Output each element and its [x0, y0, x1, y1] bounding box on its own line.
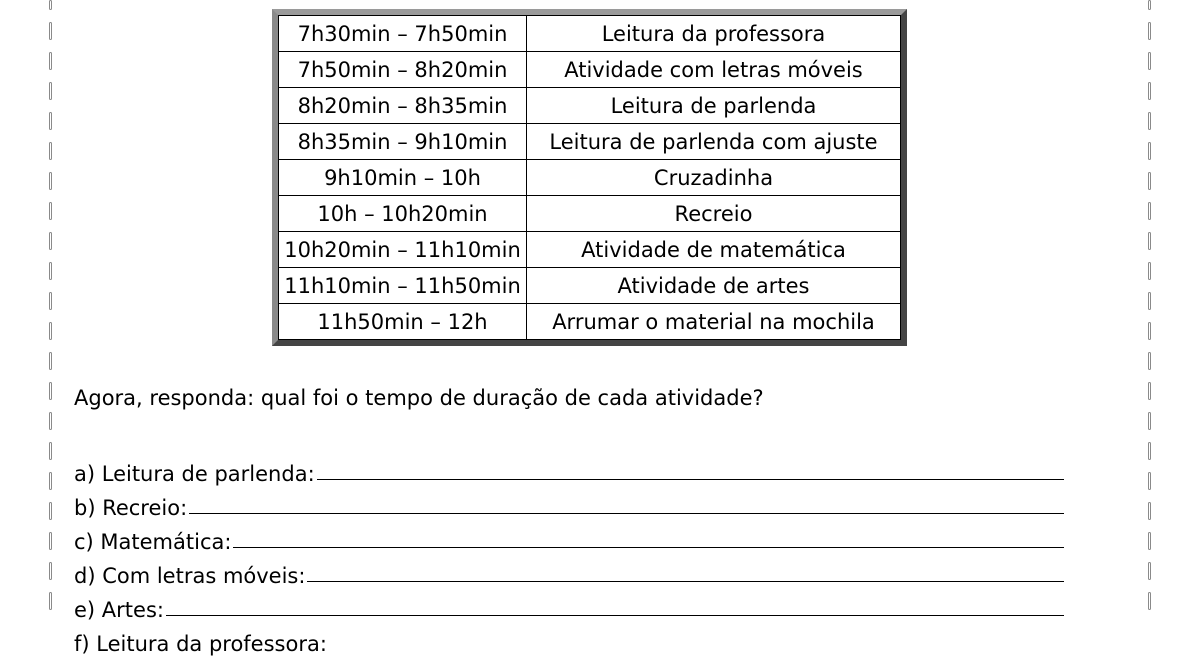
- schedule-table-frame: [272, 9, 907, 346]
- border-mark: [1148, 0, 1151, 10]
- activity-cell: Cruzadinha: [527, 160, 901, 196]
- border-mark: [49, 352, 52, 370]
- answer-label: c) Matemática:: [74, 530, 232, 554]
- border-mark: [49, 22, 52, 40]
- table-row: [279, 304, 901, 340]
- border-mark: [49, 472, 52, 490]
- answer-label: f) Leitura da professora:: [74, 632, 327, 656]
- question-prompt: Agora, responda: qual foi o tempo de duração de cada atividade?: [74, 386, 764, 410]
- border-mark: [1148, 532, 1151, 550]
- border-mark: [49, 532, 52, 550]
- answer-label: e) Artes:: [74, 598, 164, 622]
- border-mark: [1148, 82, 1151, 100]
- table-row: [279, 124, 901, 160]
- right-page-border: [1143, 0, 1155, 630]
- border-mark: [49, 412, 52, 430]
- border-mark: [49, 52, 52, 70]
- border-mark: [1148, 322, 1151, 340]
- table-row: [279, 16, 901, 52]
- border-mark: [49, 82, 52, 100]
- time-cell: 11h50min – 12h: [279, 304, 527, 340]
- border-mark: [1148, 52, 1151, 70]
- border-mark: [1148, 412, 1151, 430]
- table-row: [279, 232, 901, 268]
- answer-blank-line[interactable]: [307, 581, 1064, 582]
- table-row: [279, 160, 901, 196]
- answer-list: [74, 452, 1064, 656]
- answer-item[interactable]: [74, 622, 1064, 656]
- border-mark: [1148, 592, 1151, 610]
- table-row: [279, 196, 901, 232]
- answer-item[interactable]: [74, 554, 1064, 588]
- border-mark: [49, 382, 52, 400]
- schedule-table: [278, 15, 901, 340]
- border-mark: [1148, 202, 1151, 220]
- answer-item[interactable]: [74, 588, 1064, 622]
- time-cell: 10h20min – 11h10min: [279, 232, 527, 268]
- answer-item[interactable]: [74, 452, 1064, 486]
- border-mark: [1148, 442, 1151, 460]
- answer-label: b) Recreio:: [74, 496, 188, 520]
- border-mark: [49, 172, 52, 190]
- border-mark: [1148, 142, 1151, 160]
- activity-cell: Atividade de artes: [527, 268, 901, 304]
- answer-blank-line[interactable]: [189, 513, 1064, 514]
- table-row: [279, 52, 901, 88]
- border-mark: [49, 562, 52, 580]
- border-mark: [1148, 472, 1151, 490]
- answer-blank-line[interactable]: [317, 479, 1064, 480]
- border-mark: [49, 232, 52, 250]
- border-mark: [49, 202, 52, 220]
- border-mark: [1148, 562, 1151, 580]
- answer-label: a) Leitura de parlenda:: [74, 462, 315, 486]
- border-mark: [49, 142, 52, 160]
- time-cell: 11h10min – 11h50min: [279, 268, 527, 304]
- border-mark: [49, 502, 52, 520]
- answer-item[interactable]: [74, 520, 1064, 554]
- answer-label: d) Com letras móveis:: [74, 564, 306, 588]
- border-mark: [49, 322, 52, 340]
- border-mark: [1148, 292, 1151, 310]
- border-mark: [1148, 352, 1151, 370]
- answer-item[interactable]: [74, 486, 1064, 520]
- border-mark: [49, 262, 52, 280]
- answer-blank-line[interactable]: [233, 547, 1064, 548]
- border-mark: [1148, 232, 1151, 250]
- activity-cell: Atividade de matemática: [527, 232, 901, 268]
- table-row: [279, 88, 901, 124]
- time-cell: 7h30min – 7h50min: [279, 16, 527, 52]
- border-mark: [1148, 172, 1151, 190]
- border-mark: [49, 442, 52, 460]
- activity-cell: Leitura de parlenda: [527, 88, 901, 124]
- activity-cell: Leitura de parlenda com ajuste: [527, 124, 901, 160]
- border-mark: [49, 0, 52, 10]
- table-row: [279, 268, 901, 304]
- time-cell: 8h20min – 8h35min: [279, 88, 527, 124]
- time-cell: 8h35min – 9h10min: [279, 124, 527, 160]
- activity-cell: Atividade com letras móveis: [527, 52, 901, 88]
- activity-cell: Arrumar o material na mochila: [527, 304, 901, 340]
- time-cell: 10h – 10h20min: [279, 196, 527, 232]
- activity-cell: Recreio: [527, 196, 901, 232]
- time-cell: 7h50min – 8h20min: [279, 52, 527, 88]
- activity-cell: Leitura da professora: [527, 16, 901, 52]
- border-mark: [1148, 502, 1151, 520]
- time-cell: 9h10min – 10h: [279, 160, 527, 196]
- border-mark: [1148, 262, 1151, 280]
- left-page-border: [44, 0, 56, 630]
- border-mark: [49, 112, 52, 130]
- border-mark: [1148, 112, 1151, 130]
- answer-blank-line[interactable]: [166, 615, 1064, 616]
- border-mark: [49, 592, 52, 610]
- border-mark: [49, 292, 52, 310]
- border-mark: [1148, 22, 1151, 40]
- border-mark: [1148, 382, 1151, 400]
